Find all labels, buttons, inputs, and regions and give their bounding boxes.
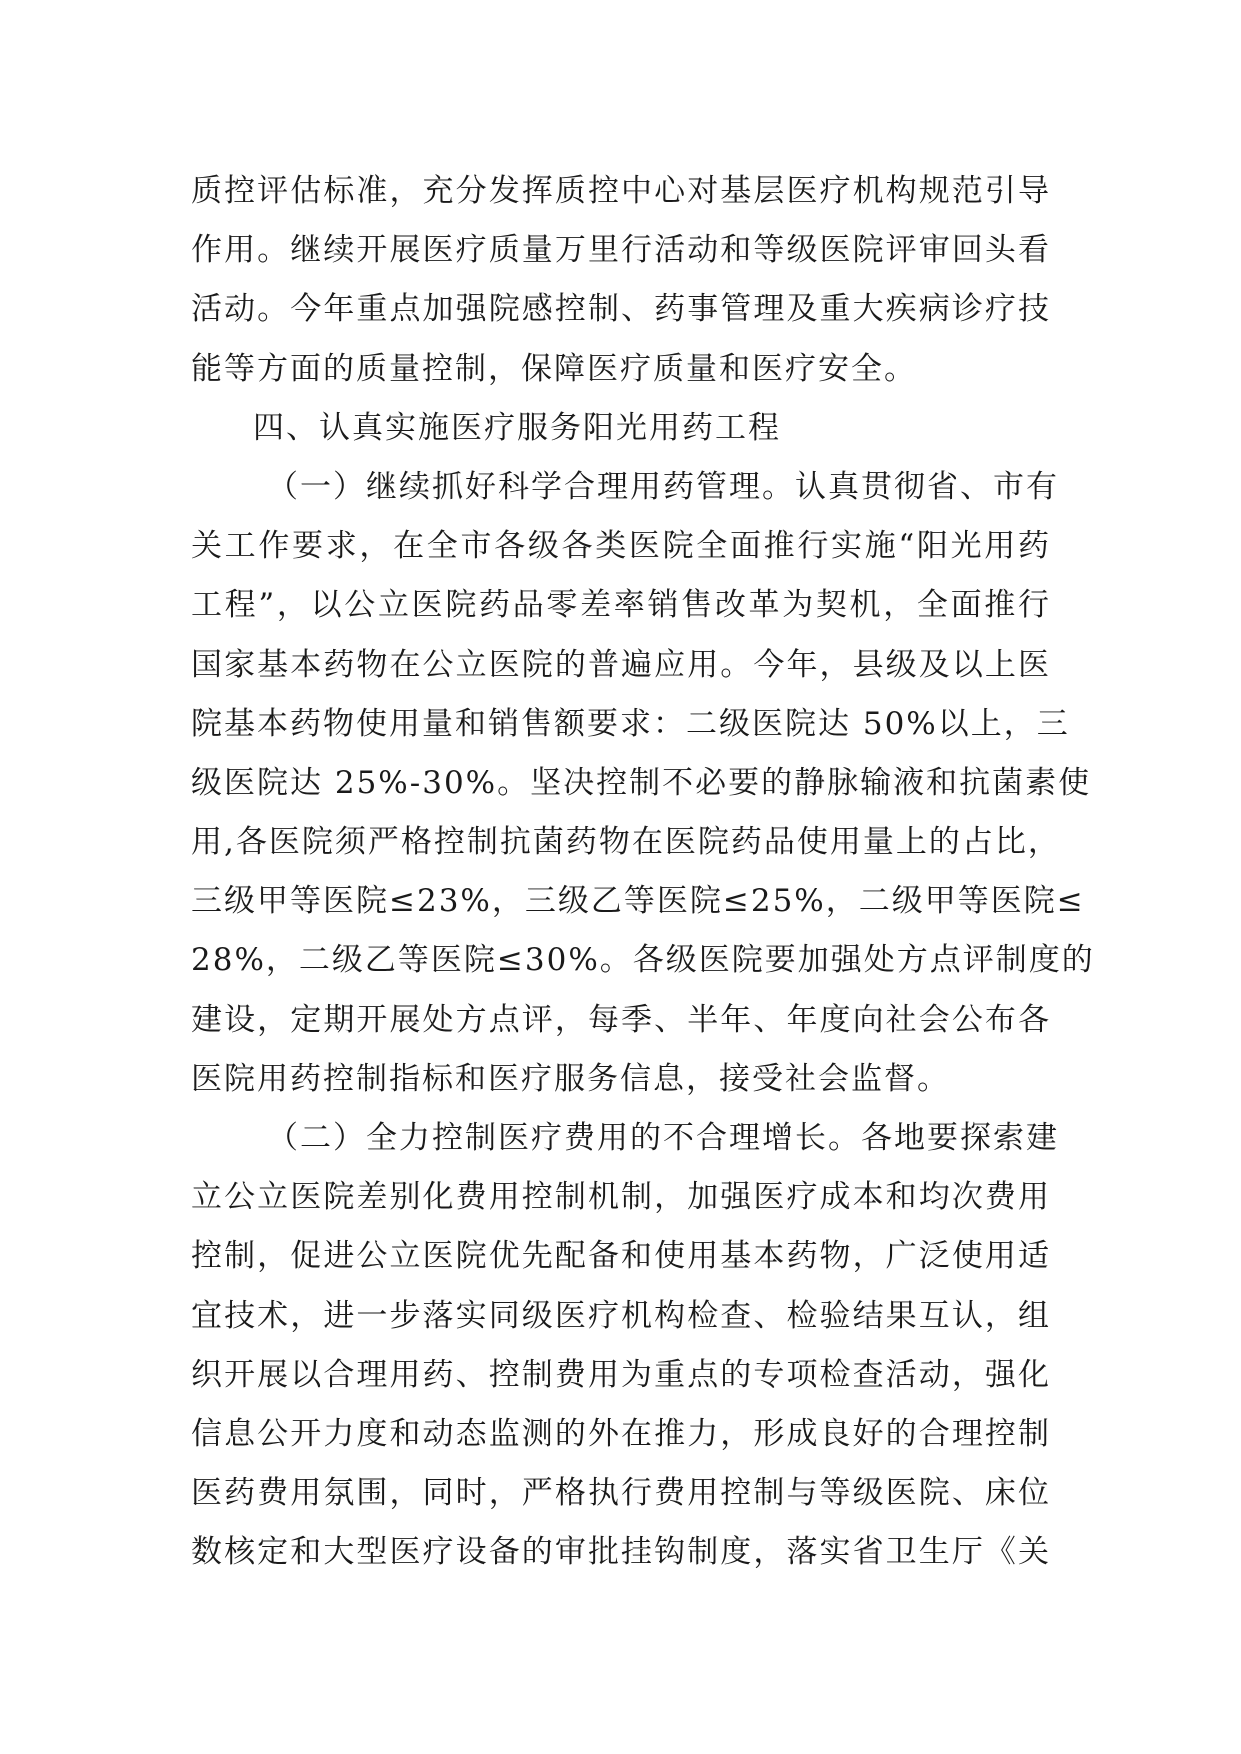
paragraph-line: 院基本药物使用量和销售额要求：二级医院达 50%以上，三	[191, 705, 1070, 742]
paragraph-line: 活动。今年重点加强院感控制、药事管理及重大疾病诊疗技	[191, 291, 1051, 328]
paragraph-line: 医院用药控制指标和医疗服务信息，接受社会监督。	[191, 1060, 950, 1097]
paragraph-line: 控制，促进公立医院优先配备和使用基本药物，广泛使用适	[191, 1238, 1051, 1275]
paragraph-line: 信息公开力度和动态监测的外在推力，形成良好的合理控制	[191, 1415, 1051, 1452]
paragraph-line: 立公立医院差别化费用控制机制，加强医疗成本和均次费用	[191, 1179, 1051, 1216]
paragraph-line: 级医院达 25%-30%。坚决控制不必要的静脉输液和抗菌素使	[191, 764, 1092, 801]
paragraph-line: 28%，二级乙等医院≤30%。各级医院要加强处方点评制度的	[191, 942, 1095, 979]
paragraph-line: 能等方面的质量控制，保障医疗质量和医疗安全。	[191, 350, 917, 387]
paragraph-line: 关工作要求，在全市各级各类医院全面推行实施“阳光用药	[191, 528, 1051, 565]
document-body	[191, 162, 1095, 1583]
subsection-heading-line: （一）继续抓好科学合理用药管理。认真贯彻省、市有	[267, 468, 1059, 505]
section-heading: 四、认真实施医疗服务阳光用药工程	[253, 409, 781, 446]
subsection-heading-line: （二）全力控制医疗费用的不合理增长。各地要探索建	[267, 1120, 1059, 1156]
paragraph-line: 建设，定期开展处方点评，每季、半年、年度向社会公布各	[191, 1001, 1051, 1038]
paragraph-line: 国家基本药物在公立医院的普遍应用。今年，县级及以上医	[191, 646, 1051, 683]
paragraph-line: 工程”，以公立医院药品零差率销售改革为契机，全面推行	[191, 587, 1051, 624]
paragraph-line: 质控评估标准，充分发挥质控中心对基层医疗机构规范引导	[191, 173, 1051, 209]
paragraph-line: 织开展以合理用药、控制费用为重点的专项检查活动，强化	[191, 1356, 1051, 1393]
paragraph-line: 数核定和大型医疗设备的审批挂钩制度，落实省卫生厅《关	[191, 1534, 1051, 1571]
paragraph-line: 医药费用氛围，同时，严格执行费用控制与等级医院、床位	[191, 1475, 1051, 1512]
paragraph-line: 三级甲等医院≤23%，三级乙等医院≤25%，二级甲等医院≤	[191, 883, 1085, 920]
paragraph-line: 宜技术，进一步落实同级医疗机构检查、检验结果互认，组	[191, 1297, 1051, 1334]
paragraph-line: 作用。继续开展医疗质量万里行活动和等级医院评审回头看	[191, 232, 1051, 269]
paragraph-line: 用,各医院须严格控制抗菌药物在医院药品使用量上的占比，	[191, 824, 1061, 861]
